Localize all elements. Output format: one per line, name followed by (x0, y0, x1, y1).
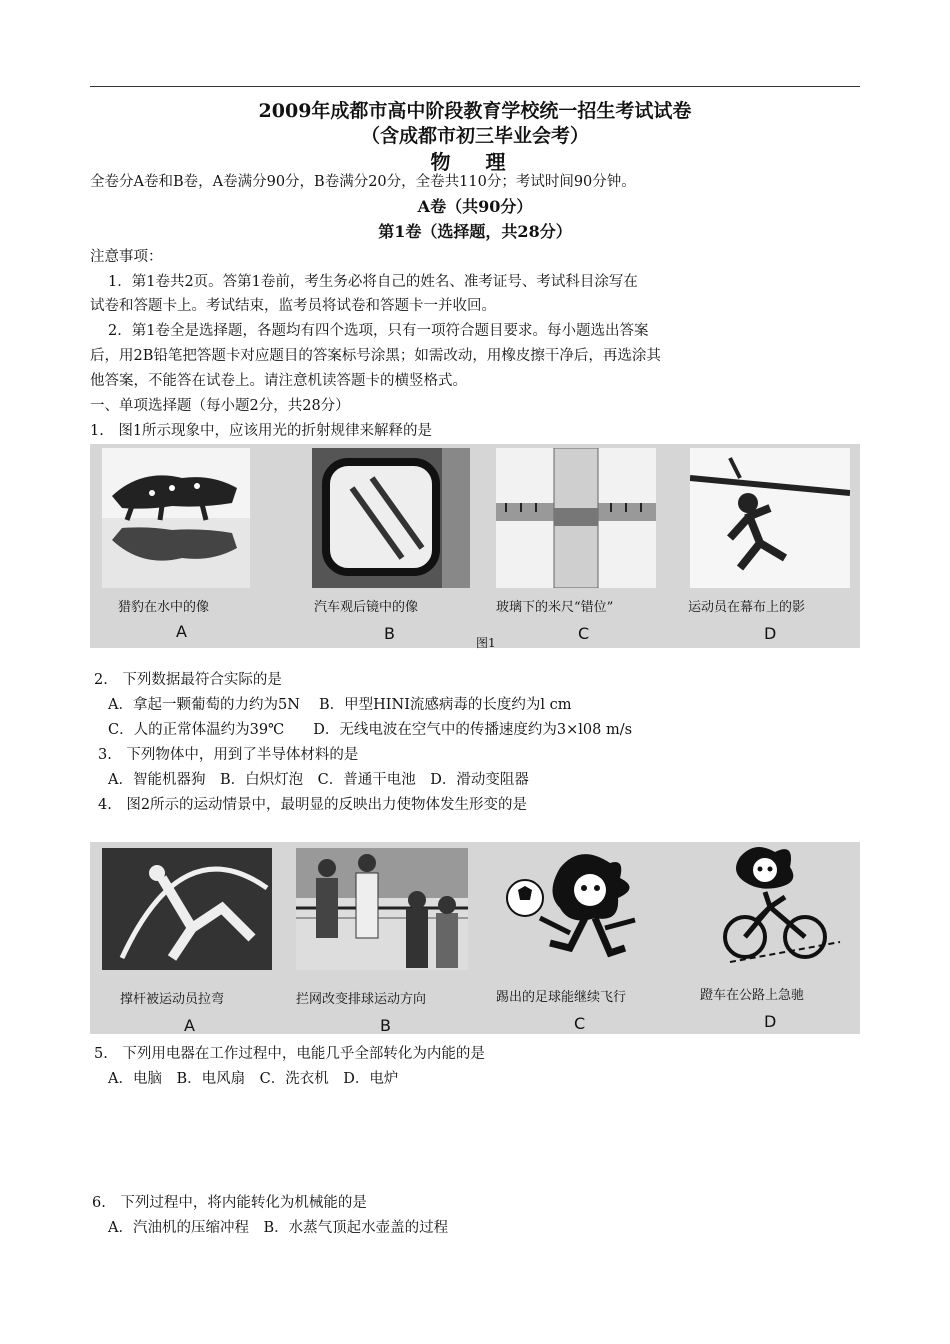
figure-2-caption-c: 踢出的足球能继续飞行 (496, 990, 627, 1005)
subject-title: 物 理 (430, 150, 520, 174)
top-rule (90, 86, 860, 87)
figure-2 (90, 842, 860, 1034)
question-2-options-cd: C．人的正常体温约为39℃ D．无线电波在空气中的传播速度约为3×l08 m/s (108, 722, 633, 738)
exam-title: 2009年成都市高中阶段教育学校统一招生考试试卷 (258, 100, 692, 122)
section-1-heading: 一、单项选择题（每小题2分，共28分） (90, 398, 350, 414)
figure-1-caption-a: 猎豹在水中的像 (118, 600, 210, 615)
section-a-heading: A卷（共90分） (417, 197, 533, 216)
figure-2-caption-b: 拦网改变排球运动方向 (296, 992, 427, 1007)
note-1-line-2: 试卷和答题卡上。考试结束，监考员将试卷和答题卡一并收回。 (90, 298, 496, 314)
notes-heading: 注意事项： (90, 249, 163, 265)
figure-2-image-a (102, 848, 272, 970)
figure-1-letter-c: C (578, 624, 590, 643)
figure-1-letter-b: B (384, 624, 395, 643)
figure-1-caption-b: 汽车观后镜中的像 (314, 600, 419, 615)
question-6-options: A．汽油机的压缩冲程 B．水蒸气顶起水壶盖的过程 (108, 1220, 449, 1236)
part1-heading: 第1卷（选择题，共28分） (378, 222, 572, 241)
figure-2-image-b (296, 848, 468, 970)
figure-2-caption-d: 蹬车在公路上急驰 (700, 988, 805, 1003)
figure-1-letter-a: A (176, 622, 187, 641)
question-3-options: A．智能机器狗 B．白炽灯泡 C．普通干电池 D．滑动变阻器 (108, 772, 529, 788)
figure-2-letter-a: A (184, 1016, 195, 1035)
question-2-text: 2. 下列数据最符合实际的是 (94, 672, 282, 688)
figure-1-image-a (102, 448, 250, 588)
exam-intro: 全卷分A卷和B卷，A卷满分90分，B卷满分20分，全卷共110分；考试时间90分钟。 (90, 174, 636, 190)
figure-1-image-d (690, 448, 850, 588)
figure-2-letter-b: B (380, 1016, 391, 1035)
note-2-line-1: 2．第1卷全是选择题，各题均有四个选项，只有一项符合题目要求。每小题选出答案 (108, 323, 649, 339)
note-1-line-1: 1．第1卷共2页。答第1卷前，考生务必将自己的姓名、准考证号、考试科目涂写在 (108, 274, 638, 290)
figure-1-image-c (496, 448, 656, 588)
figure-1-label: 图1 (476, 636, 496, 650)
figure-1-letter-d: D (764, 624, 777, 643)
figure-2-letter-c: C (574, 1014, 586, 1033)
question-5-text: 5. 下列用电器在工作过程中，电能几乎全部转化为内能的是 (94, 1046, 485, 1062)
figure-1-image-b (312, 448, 470, 588)
figure-1 (90, 444, 860, 648)
question-6-text: 6. 下列过程中，将内能转化为机械能的是 (92, 1195, 367, 1211)
figure-2-letter-d: D (764, 1012, 777, 1031)
figure-2-image-c (500, 848, 650, 970)
figure-1-caption-d: 运动员在幕布上的影 (688, 600, 806, 615)
question-2-options-ab: A．拿起一颗葡萄的力约为5N B．甲型HINI流感病毒的长度约为l cm (108, 697, 572, 713)
figure-2-image-d (710, 842, 850, 970)
figure-2-caption-a: 撑杆被运动员拉弯 (120, 992, 225, 1007)
note-2-line-3: 他答案，不能答在试卷上。请注意机读答题卡的横竖格式。 (90, 373, 467, 389)
question-5-options: A．电脑 B．电风扇 C．洗衣机 D．电炉 (108, 1071, 399, 1087)
question-4-text: 4. 图2所示的运动情景中，最明显的反映出力使物体发生形变的是 (98, 797, 528, 813)
question-1-text: 1. 图1所示现象中，应该用光的折射规律来解释的是 (90, 423, 433, 439)
figure-1-caption-c: 玻璃下的米尺“错位” (496, 600, 614, 615)
exam-subtitle: （含成都市初三毕业会考） (360, 125, 589, 147)
note-2-line-2: 后，用2B铅笔把答题卡对应题目的答案标号涂黑；如需改动，用橡皮擦干净后，再选涂其 (90, 348, 661, 364)
question-3-text: 3. 下列物体中，用到了半导体材料的是 (98, 747, 359, 763)
